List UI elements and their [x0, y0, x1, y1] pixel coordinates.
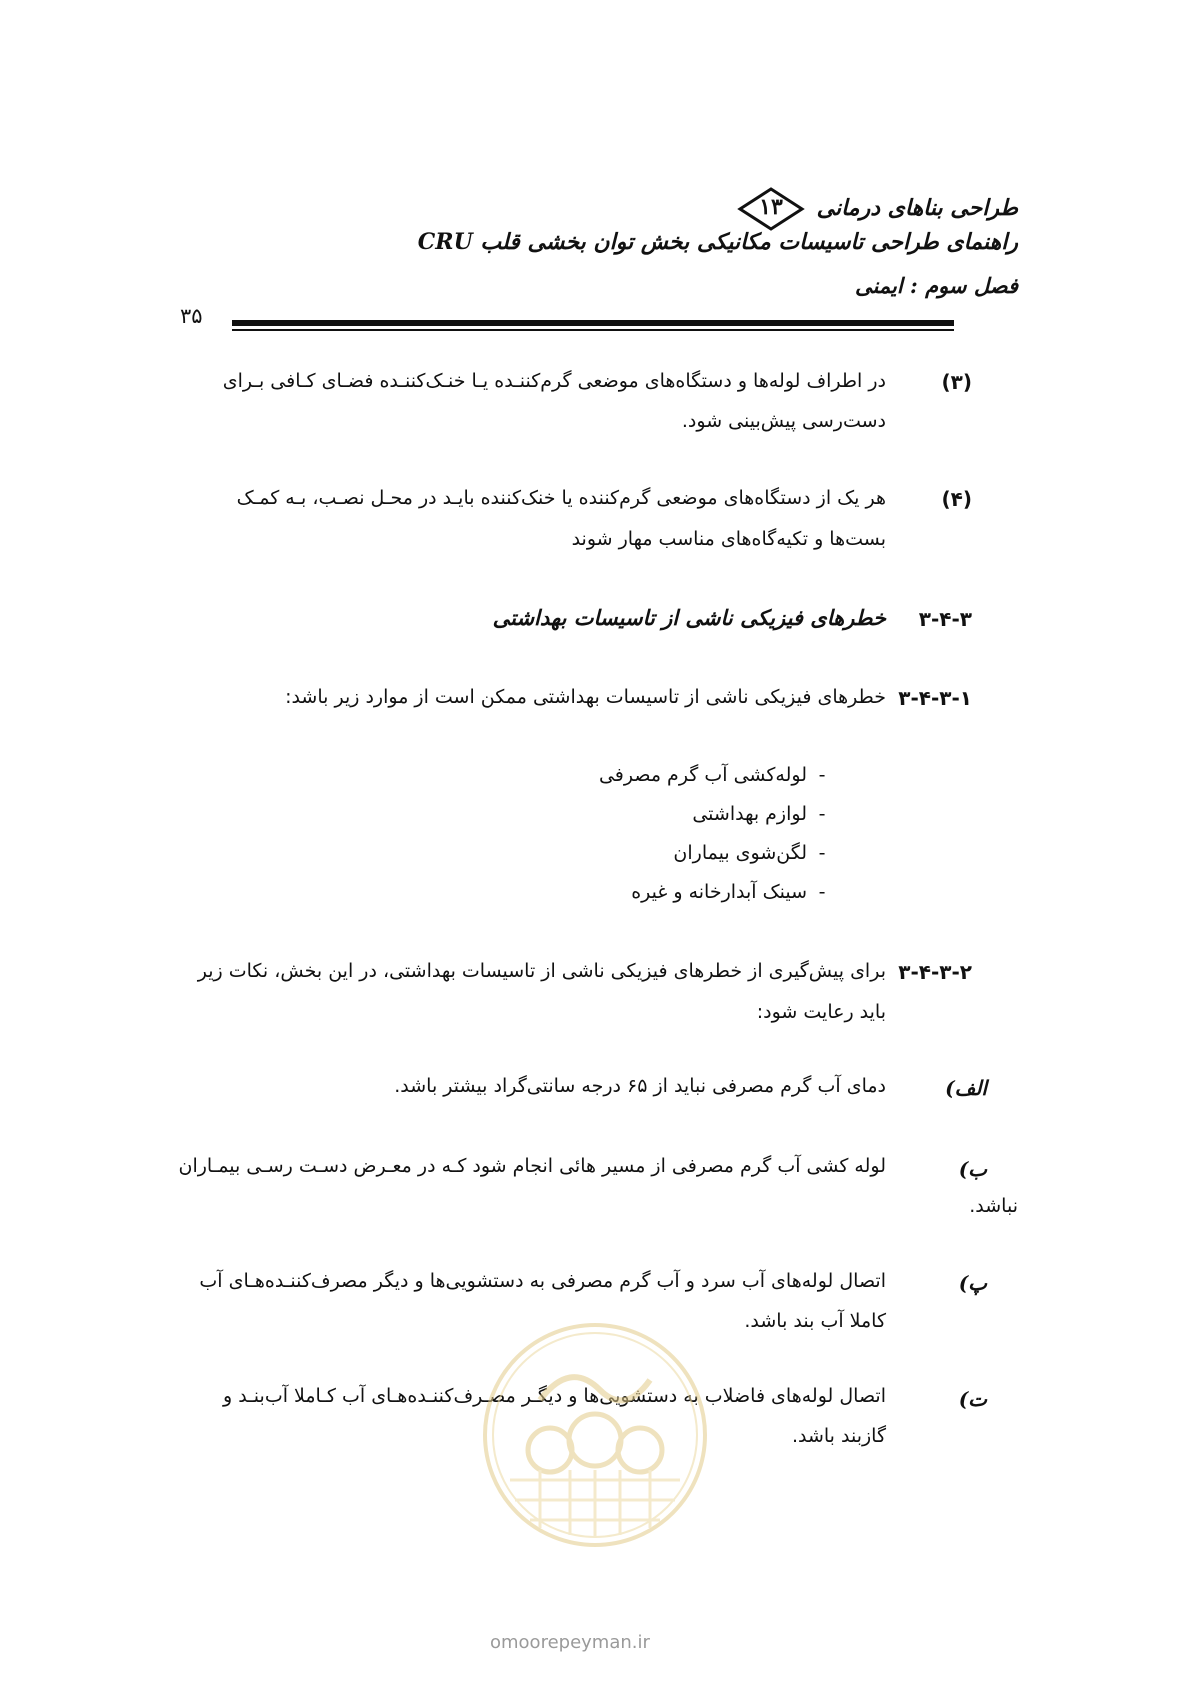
bullet-dash: -: [818, 842, 826, 864]
lettered-line: کاملا آب بند باشد.: [744, 1310, 886, 1332]
list-item-text: لوازم بهداشتی: [692, 803, 807, 825]
chapter-title: فصل سوم : ایمنی: [855, 273, 1018, 298]
section-heading: خطرهای فیزیکی ناشی از تاسیسات بهداشتی: [492, 605, 886, 630]
list-letter: پ): [958, 1271, 987, 1295]
series-title-text: طراحی بناهای درمانی: [816, 195, 1018, 221]
item-line: بست‌ها و تکیه‌گاه‌های مناسب مهار شوند: [571, 528, 886, 550]
volume-number: ۱۳: [759, 194, 783, 220]
subsection-number: ۳-۴-۳-۲: [898, 960, 972, 984]
list-item: [631, 881, 837, 903]
subsection-number: ۳-۴-۳-۱: [898, 686, 972, 710]
list-letter: ب): [958, 1157, 987, 1181]
item-line: در اطراف لوله‌ها و دستگاه‌های موضعی گرم‌کننـده یـا خنـک‌کننـده فضـای کـافی بـرای: [222, 370, 886, 392]
lettered-line: لوله کشی آب گرم مصرفی از مسیر هائی انجام شود کـه در معـرض دسـت رسـی بیمـاران: [178, 1155, 886, 1177]
item-number: (۳): [941, 370, 972, 394]
bullet-dash: -: [818, 803, 826, 825]
lettered-line: اتصال لوله‌های فاضلاب به دستشویی‌ها و دیگـر مصـرف‌کننـده‌هـای آب کـاملا آب‌بنـد و: [223, 1385, 886, 1407]
item-number: (۴): [941, 487, 972, 511]
lettered-line: نباشد.: [969, 1195, 1018, 1217]
bullet-dash: -: [818, 764, 826, 786]
book-series-title: [733, 186, 1018, 232]
list-letter: ت): [958, 1387, 987, 1411]
list-item: [673, 842, 837, 864]
bullet-dash: -: [818, 881, 826, 903]
watermark-logo-icon: [480, 1320, 710, 1550]
header-rule-thick: [232, 320, 954, 326]
item-line: هر یک از دستگاه‌های موضعی گرم‌کننده یا خنک‌کننده بایـد در محـل نصـب، بـه کمـک: [236, 487, 886, 509]
subsection-text: خطرهای فیزیکی ناشی از تاسیسات بهداشتی ممکن است از موارد زیر باشد:: [285, 686, 886, 708]
subsection-line: باید رعایت شود:: [756, 1001, 886, 1023]
watermark-url: omoorepeyman.ir: [490, 1632, 650, 1653]
section-number: ۳-۴-۳: [918, 607, 972, 631]
guide-title: راهنمای طراحی تاسیسات مکانیکی بخش توان بخشی قلب CRU: [417, 229, 1018, 255]
list-item-text: سینک آبدارخانه و غیره: [631, 881, 807, 903]
subsection-line: برای پیش‌گیری از خطرهای فیزیکی ناشی از تاسیسات بهداشتی، در این بخش، نکات زیر: [197, 960, 886, 982]
volume-number-badge: [737, 186, 805, 232]
list-item: [599, 764, 837, 786]
list-item: [692, 803, 837, 825]
header-rule-thin: [232, 329, 954, 331]
lettered-line: دمای آب گرم مصرفی نباید از ۶۵ درجه سانتی‌گراد بیشتر باشد.: [394, 1075, 886, 1097]
lettered-line: گازبند باشد.: [791, 1425, 886, 1447]
list-item-text: لوله‌کشی آب گرم مصرفی: [598, 764, 807, 786]
lettered-line: اتصال لوله‌های آب سرد و آب گرم مصرفی به دستشویی‌ها و دیگر مصرف‌کننـده‌هـای آب: [199, 1270, 886, 1292]
page-number: ۳۵: [180, 304, 203, 328]
item-line: دست‌رسی پیش‌بینی شود.: [681, 410, 886, 432]
list-letter: الف): [945, 1076, 987, 1100]
list-item-text: لگن‌شوی بیماران: [673, 842, 807, 864]
